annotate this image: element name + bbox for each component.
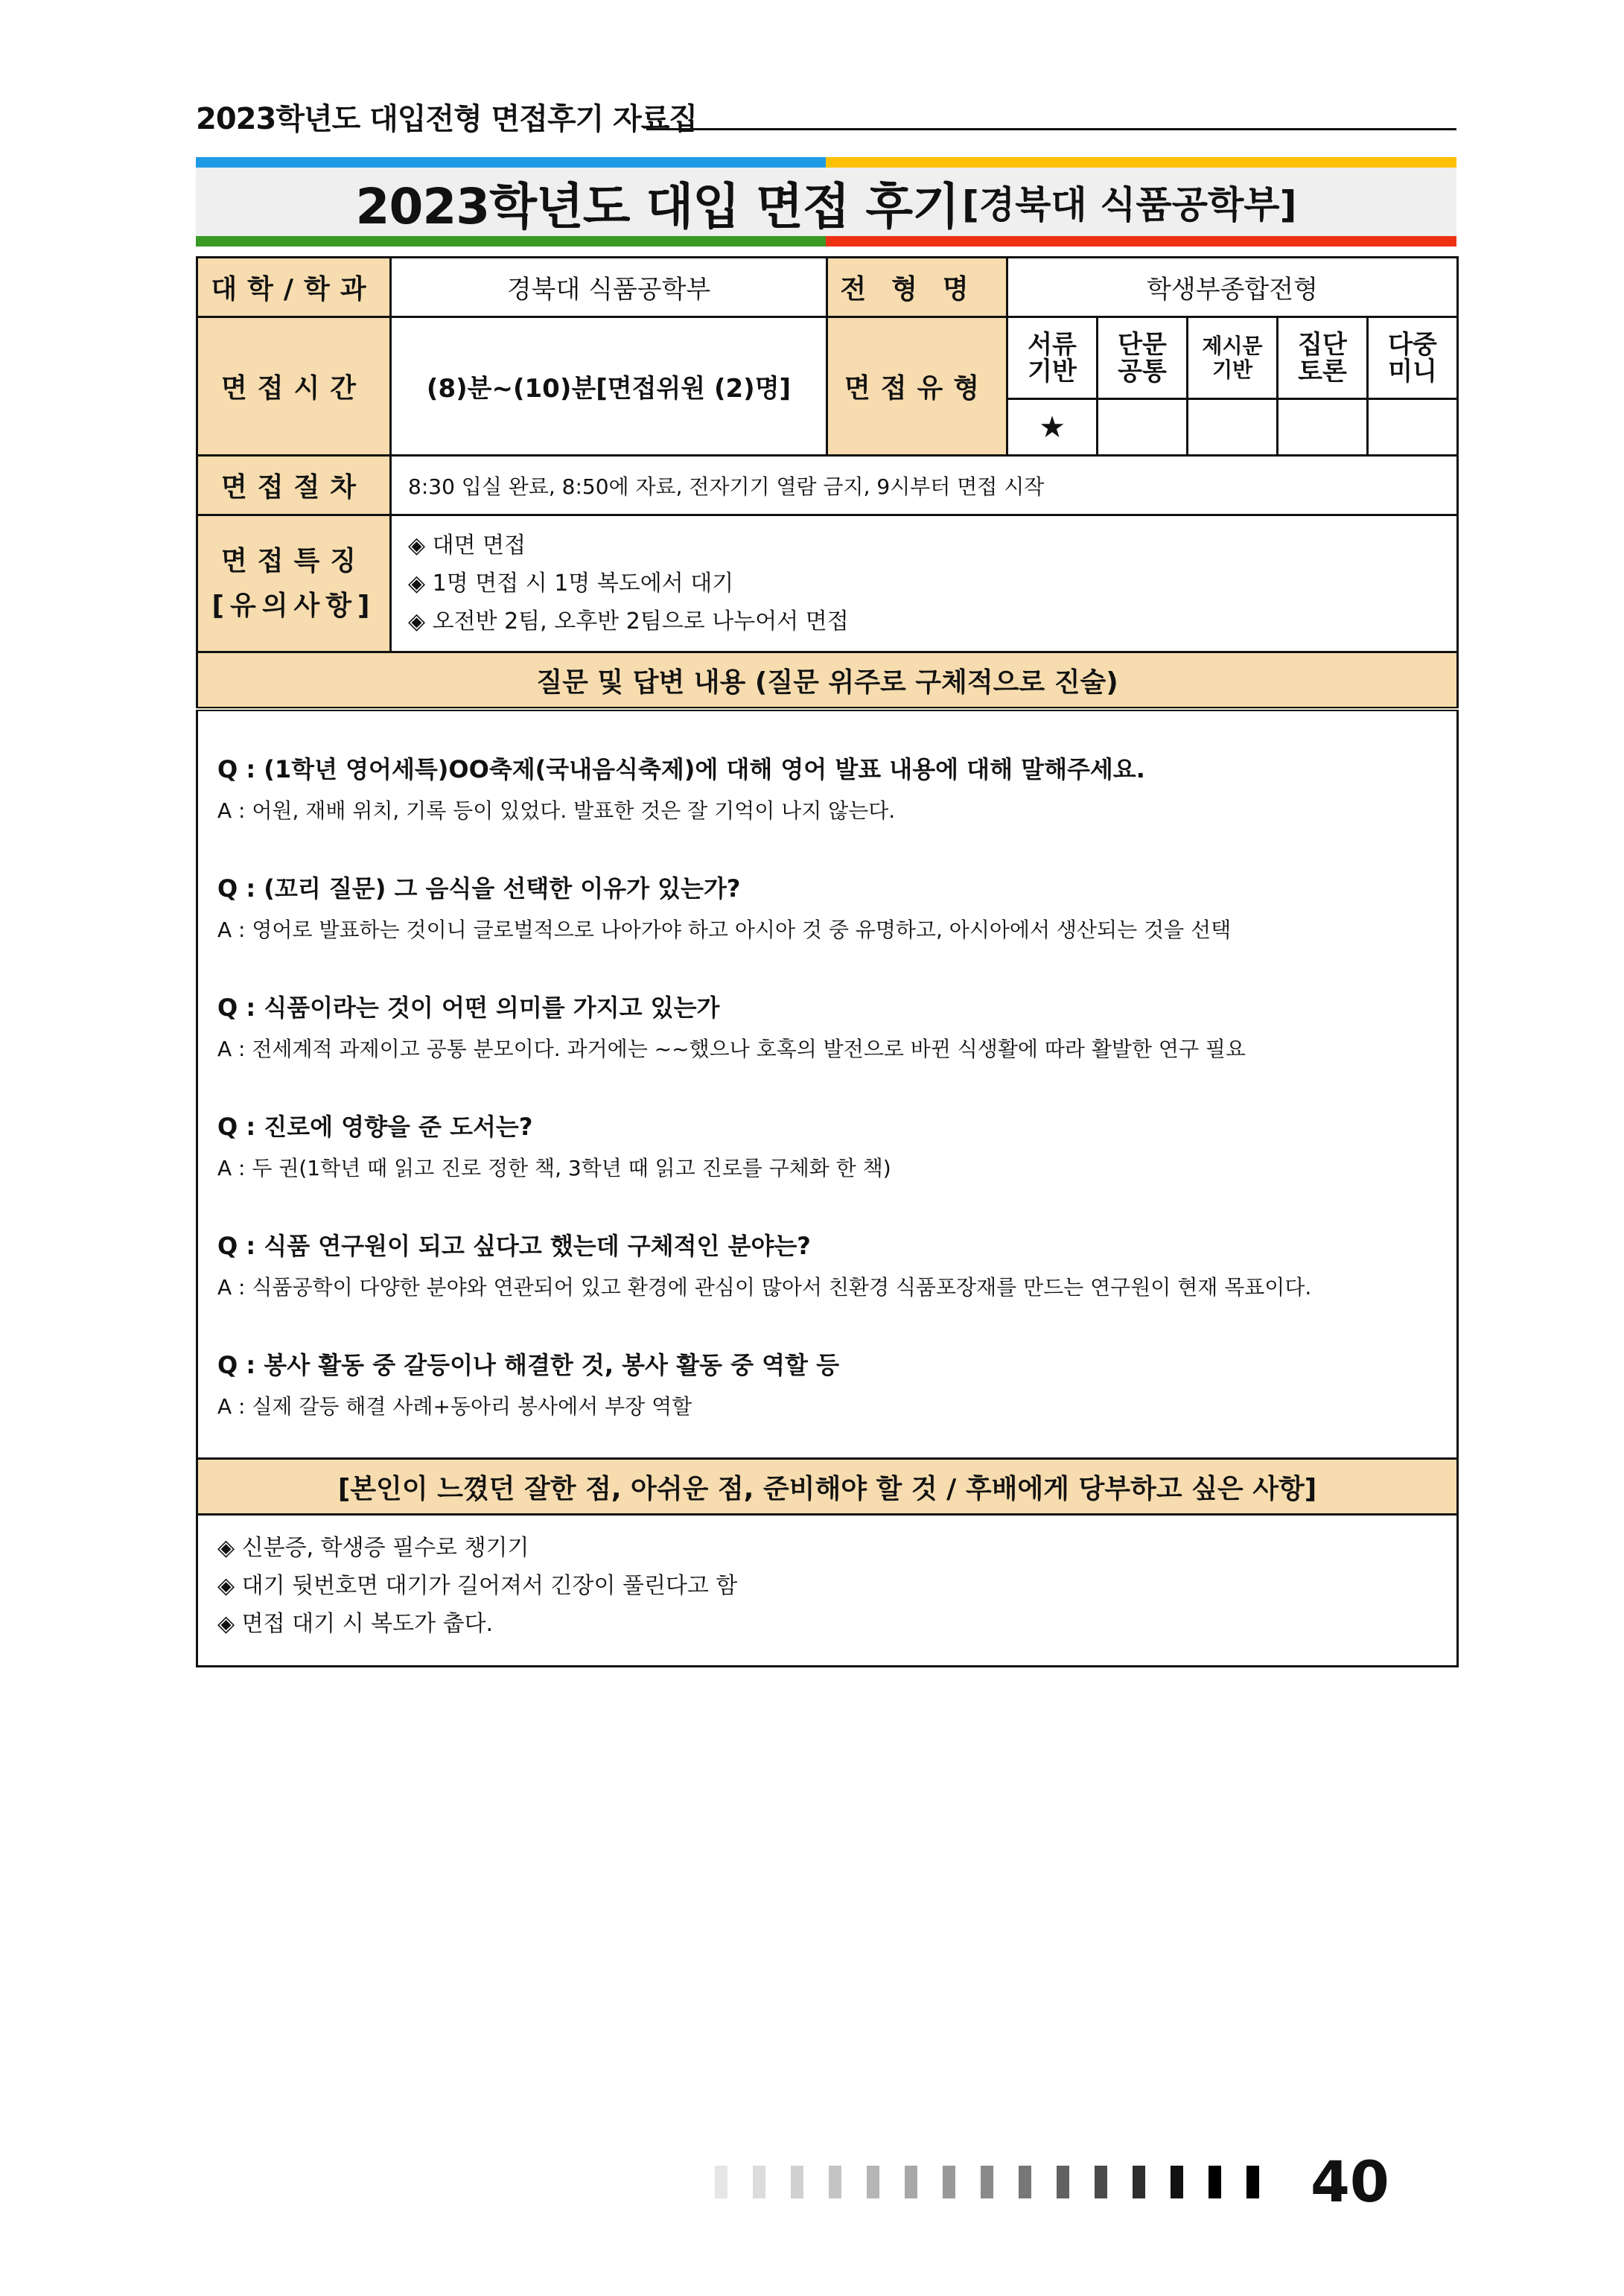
qa-item bbox=[217, 1112, 1456, 1182]
time-label: 면접시간 bbox=[197, 317, 391, 456]
type-document-based: 서류 기반 bbox=[1007, 317, 1098, 399]
type-multi-mini: 다중 미니 bbox=[1368, 317, 1458, 399]
selected-star-icon: ★ bbox=[1007, 399, 1098, 456]
page-title: 2023학년도 대입 면접 후기 bbox=[355, 177, 959, 235]
question-text: Q : 식품이라는 것이 어떤 의미를 가지고 있는가 bbox=[217, 993, 720, 1022]
school-label: 대학/학과 bbox=[197, 258, 391, 317]
school-value: 경북대 식품공학부 bbox=[391, 258, 827, 317]
qa-item bbox=[217, 874, 1456, 944]
page-mark bbox=[1057, 2166, 1069, 2198]
qa-item bbox=[217, 993, 1456, 1063]
tip-item: ◈ 면접 대기 시 복도가 춥다. bbox=[217, 1611, 494, 1637]
qa-item bbox=[217, 754, 1456, 824]
tips-section-heading: [본인이 느꼈던 잘한 점, 아쉬운 점, 준비해야 할 것 / 후배에게 당부하고 싶은 사항] bbox=[197, 1459, 1458, 1515]
bottom-bar-green bbox=[196, 236, 826, 247]
qa-item bbox=[217, 1231, 1456, 1301]
type-short-common: 단문 공통 bbox=[1098, 317, 1188, 399]
tip-item: ◈ 신분증, 학생증 필수로 챙기기 bbox=[217, 1535, 529, 1561]
tips-list bbox=[197, 1515, 1458, 1667]
answer-text: A : 영어로 발표하는 것이니 글로벌적으로 나아가야 하고 아시아 것 중 유명하고, 아시아에서 생산되는 것을 선택 bbox=[217, 918, 1232, 942]
running-header: 2023학년도 대입전형 면접후기 자료집 bbox=[196, 102, 698, 136]
procedure-label: 면접절차 bbox=[197, 456, 391, 515]
page-gradient-marks bbox=[715, 2166, 1259, 2198]
question-text: Q : 봉사 활동 중 갈등이나 해결한 것, 봉사 활동 중 역할 등 bbox=[217, 1351, 839, 1379]
features-label bbox=[197, 515, 391, 652]
bottom-bar-red bbox=[826, 236, 1456, 247]
page-mark bbox=[1209, 2166, 1221, 2198]
question-text: Q : (1학년 영어세특)OO축제(국내음식축제)에 대해 영어 발표 내용에 대해 말해주세요. bbox=[217, 755, 1145, 783]
qa-item bbox=[217, 1350, 1456, 1420]
feature-item: ◈ 대면 면접 bbox=[408, 532, 526, 559]
features-list bbox=[391, 515, 1458, 652]
type-name-value: 학생부종합전형 bbox=[1007, 258, 1458, 317]
interview-info-table bbox=[196, 256, 1459, 1667]
page-mark bbox=[1019, 2166, 1031, 2198]
page-mark bbox=[715, 2166, 727, 2198]
page-mark bbox=[943, 2166, 955, 2198]
feature-item: ◈ 1명 면접 시 1명 복도에서 대기 bbox=[408, 570, 734, 597]
type-group-discussion: 집단 토론 bbox=[1278, 317, 1368, 399]
header-rule bbox=[646, 128, 1456, 130]
question-text: Q : 진로에 영향을 준 도서는? bbox=[217, 1113, 533, 1141]
answer-text: A : 식품공학이 다양한 분야와 연관되어 있고 환경에 관심이 많아서 친환경 식품포장재를 만드는 연구원이 현재 목표이다. bbox=[217, 1275, 1312, 1300]
qa-section-heading: 질문 및 답변 내용 (질문 위주로 구체적으로 진술) bbox=[197, 652, 1458, 710]
page-mark bbox=[791, 2166, 803, 2198]
page-mark bbox=[1246, 2166, 1259, 2198]
page-number: 40 bbox=[1311, 2149, 1389, 2215]
time-value: (8)분~(10)분[면접위원 (2)명] bbox=[391, 317, 827, 456]
answer-text: A : 두 권(1학년 때 읽고 진로 정한 책, 3학년 때 읽고 진로를 구체화 한 책) bbox=[217, 1156, 891, 1180]
feature-item: ◈ 오전반 2팀, 오후반 2팀으로 나누어서 면접 bbox=[408, 608, 849, 635]
features-label-note: [유의사항] bbox=[211, 590, 376, 621]
type-mark-empty bbox=[1098, 399, 1188, 456]
procedure-value: 8:30 입실 완료, 8:50에 자료, 전자기기 열람 금지, 9시부터 면접 시작 bbox=[391, 456, 1458, 515]
type-name-label: 전형명 bbox=[827, 258, 1007, 317]
type-passage-based: 제시문 기반 bbox=[1188, 317, 1278, 399]
type-mark-empty bbox=[1278, 399, 1368, 456]
question-text: Q : (꼬리 질문) 그 음식을 선택한 이유가 있는가? bbox=[217, 874, 741, 903]
page-mark bbox=[829, 2166, 841, 2198]
page-subtitle: [경북대 식품공학부] bbox=[961, 183, 1297, 226]
interview-type-label: 면접유형 bbox=[827, 317, 1007, 456]
question-text: Q : 식품 연구원이 되고 싶다고 했는데 구체적인 분야는? bbox=[217, 1232, 811, 1260]
qa-list bbox=[197, 709, 1458, 1459]
page-mark bbox=[981, 2166, 993, 2198]
page-mark bbox=[1095, 2166, 1107, 2198]
page-mark bbox=[1133, 2166, 1145, 2198]
answer-text: A : 어원, 재배 위치, 기록 등이 있었다. 발표한 것은 잘 기억이 나지 않는다. bbox=[217, 798, 896, 823]
type-mark-empty bbox=[1188, 399, 1278, 456]
page-mark bbox=[753, 2166, 765, 2198]
title-box bbox=[196, 168, 1456, 236]
page-mark bbox=[867, 2166, 879, 2198]
features-label-main: 면접특징 bbox=[220, 545, 367, 576]
answer-text: A : 전세계적 과제이고 공통 분모이다. 과거에는 ~~했으나 호혹의 발전으로 바뀐 식생활에 따라 활발한 연구 필요 bbox=[217, 1037, 1246, 1061]
page-mark bbox=[905, 2166, 917, 2198]
tip-item: ◈ 대기 뒷번호면 대기가 길어져서 긴장이 풀린다고 함 bbox=[217, 1573, 738, 1599]
type-mark-empty bbox=[1368, 399, 1458, 456]
page-mark bbox=[1171, 2166, 1183, 2198]
answer-text: A : 실제 갈등 해결 사례+동아리 봉사에서 부장 역할 bbox=[217, 1394, 692, 1419]
